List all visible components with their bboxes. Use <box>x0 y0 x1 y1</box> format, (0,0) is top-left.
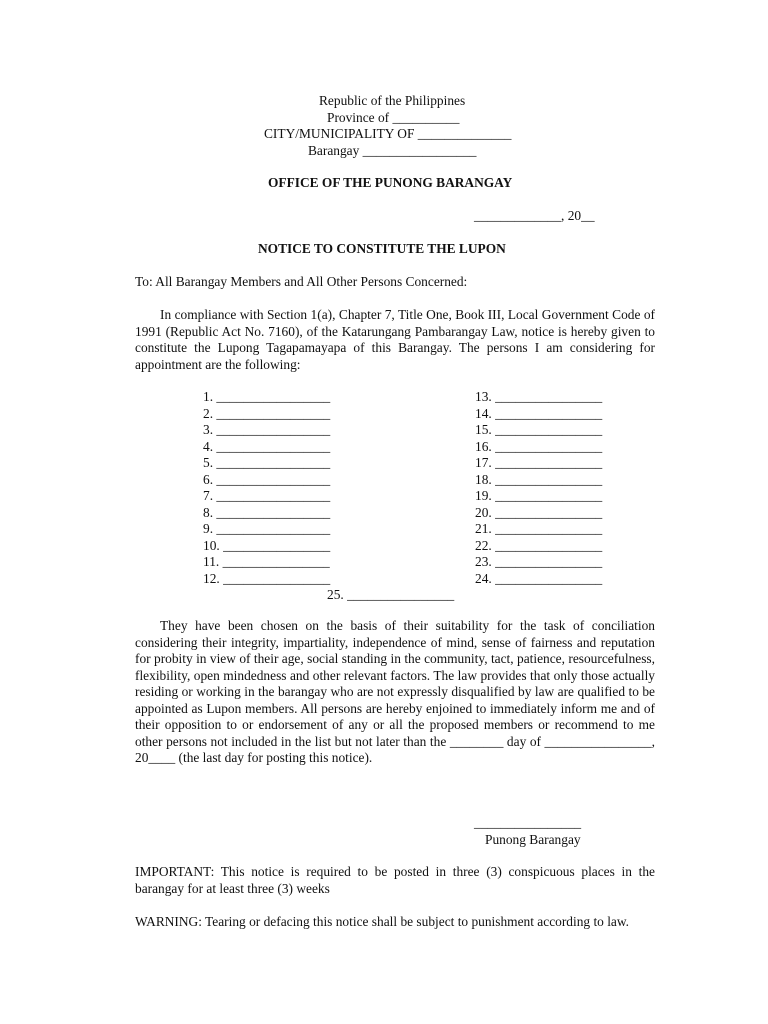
nominee-slot: 23. ________________ <box>475 554 603 569</box>
nominee-list-left <box>203 389 330 587</box>
compliance-paragraph: In compliance with Section 1(a), Chapter 7, Title One, Book III, Local Government Code of 1991 (Republic Act No. 7160), of the Katarungang Pambarangay Law, notice is hereby given to constitute the Lupong Tagapamayapa of this Barangay. The persons I am considering for appointment are the following: <box>135 307 655 372</box>
office-title: OFFICE OF THE PUNONG BARANGAY <box>268 175 513 190</box>
nominee-slot: 24. ________________ <box>475 570 603 586</box>
nominee-slot: 22. ________________ <box>475 537 603 553</box>
nominee-slot: 9. _________________ <box>203 521 331 536</box>
nominee-slot: 16. ________________ <box>475 438 603 454</box>
nominee-slot: 18. ________________ <box>475 471 603 487</box>
nominee-slot: 13. ________________ <box>475 389 603 404</box>
nominee-slot: 21. ________________ <box>475 521 603 536</box>
nominee-slot: 20. ________________ <box>475 504 603 520</box>
notice-title: NOTICE TO CONSTITUTE THE LUPON <box>258 241 506 256</box>
header-city-municipality: CITY/MUNICIPALITY OF ______________ <box>264 126 512 141</box>
important-note: IMPORTANT: This notice is required to be posted in three (3) conspicuous places in the barangay for at least three (3) weeks <box>135 864 655 896</box>
nominee-slot: 3. _________________ <box>203 422 331 437</box>
nominee-slot: 1. _________________ <box>203 389 331 404</box>
warning-note: WARNING: Tearing or defacing this notice shall be subject to punishment according to law. <box>135 914 630 929</box>
nominee-slot: 11. ________________ <box>203 554 330 569</box>
nominee-slot: 7. _________________ <box>203 488 331 503</box>
nominee-slot-last: 25. ________________ <box>327 587 455 602</box>
date-line: _____________, 20__ <box>474 208 595 223</box>
nominee-slot: 2. _________________ <box>203 405 331 421</box>
addressee: To: All Barangay Members and All Other Persons Concerned: <box>135 274 468 289</box>
nominee-slot: 15. ________________ <box>475 422 603 437</box>
header-republic: Republic of the Philippines <box>319 93 466 108</box>
nominee-slot: 14. ________________ <box>475 405 603 421</box>
nominee-slot: 12. ________________ <box>203 570 331 586</box>
header-barangay: Barangay _________________ <box>308 143 477 158</box>
nominee-slot: 8. _________________ <box>203 504 331 520</box>
header-province: Province of __________ <box>327 110 460 125</box>
signature-line: ________________ <box>474 815 582 830</box>
nominee-slot: 17. ________________ <box>475 455 603 470</box>
signature-label: Punong Barangay <box>485 832 581 847</box>
nominee-slot: 4. _________________ <box>203 438 331 454</box>
nominee-slot: 10. ________________ <box>203 537 331 553</box>
selection-paragraph: They have been chosen on the basis of their suitability for the task of conciliation considering their integrity, impartiality, independence of mind, sense of fairness and reputation for probity in view of their age, social standing in the community, tact, patience, resourcefulness, flexibility, open mindedness and other relevant factors. The law provides that only those actually residing or working in the barangay who are not expressly disqualified by law are qualified to be appointed as Lupon members. All persons are hereby enjoined to immediately inform me and of their opposition to or endorsement of any or all the proposed members or recommend to me other persons not included in the list but not later than the ________ day of ________________, 20____ (the last day for posting this notice). <box>135 618 655 765</box>
nominee-slot: 6. _________________ <box>203 471 331 487</box>
nominee-slot: 5. _________________ <box>203 455 331 470</box>
nominee-slot: 19. ________________ <box>475 488 603 503</box>
nominee-list-right <box>475 389 602 587</box>
